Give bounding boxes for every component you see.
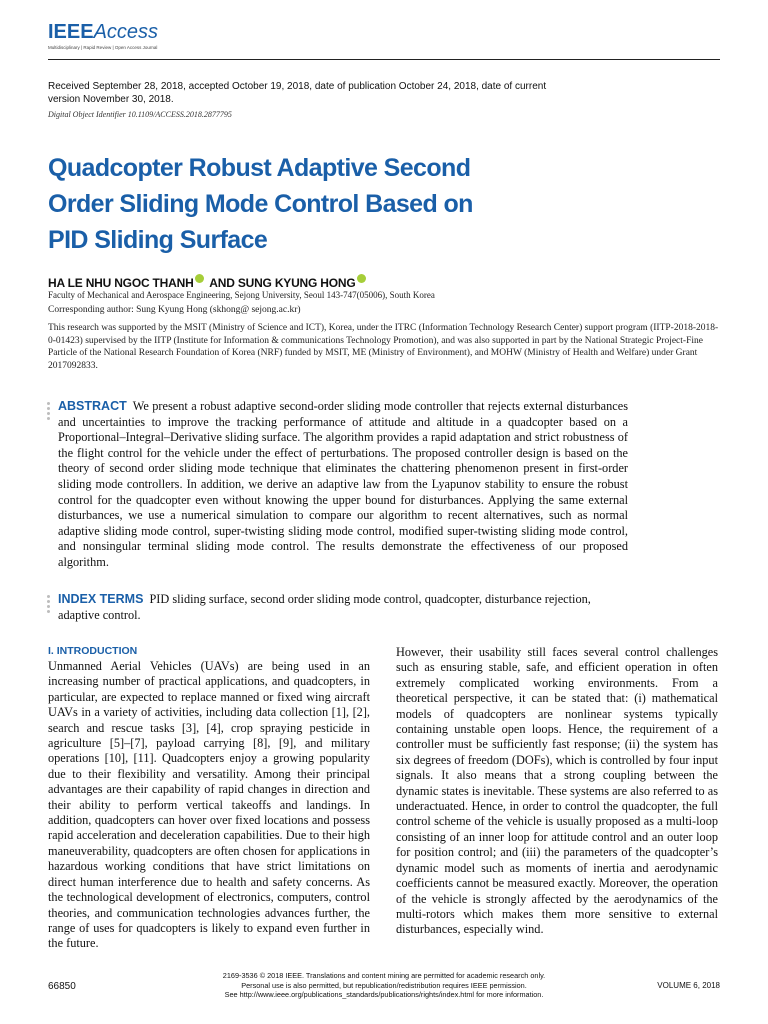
author-list	[48, 274, 369, 290]
logo-tagline: Multidisciplinary | Rapid Review | Open Access Journal	[48, 45, 158, 50]
intro-right-column: However, their usability still faces several control challenges such as ensuring stable, safe, and efficient operation in often extremely complicated working environments. From a theoretical perspective, it can be stated that: (i) mathematical models of quadcopters are nonlinear systems typically containing unstable open loops. Hence, the requirement of a controller must be sufficiently fast response; (ii) the system has six degrees of freedom (DOFs), which is controlled by four input signals. It also means that a strong coupling between the dynamic states is inevitable. These systems are also referred to as underactuated. Hence, in order to control the quadcopter, the full control scheme of the vehicle is usually proposed as a multi-loop consisting of an inner loop for attitude control and an outer loop for position control; and (iii) the parameters of the quadcopter’s dynamic model such as moments of inertia and aerodynamic coefficients cannot be measured exactly. Moreover, the operation of the vehicle is strongly affected by the aerodynamics of the multi-rotors which makes them more sensitive to external disturbances, especially wind.	[396, 645, 718, 937]
volume-label: VOLUME 6, 2018	[657, 981, 720, 990]
abstract-marker-icon	[47, 402, 50, 422]
author-2[interactable]: SUNG KYUNG HONG	[237, 276, 356, 290]
index-terms-label: INDEX TERMS	[58, 592, 144, 606]
logo-ieee: IEEE	[48, 21, 94, 43]
orcid-icon[interactable]	[357, 274, 366, 283]
doi: Digital Object Identifier 10.1109/ACCESS.2018.2877795	[48, 110, 232, 119]
logo-access: Access	[93, 21, 159, 43]
copyright-line-3[interactable]: See http://www.ieee.org/publications_standards/publications/rights/index.html for more information.	[224, 990, 544, 1000]
header-divider	[48, 59, 720, 60]
index-terms-marker-icon	[47, 595, 50, 615]
abstract	[58, 399, 628, 571]
index-terms-text: PID sliding surface, second order sliding mode control, quadcopter, disturbance rejection, adaptive control.	[58, 592, 591, 622]
affiliation: Faculty of Mechanical and Aerospace Engineering, Sejong University, Seoul 143-747(05006), South Korea	[48, 290, 435, 300]
funding-statement: This research was supported by the MSIT (Ministry of Science and ICT), Korea, under the ITRC (Information Technology Research Center) support program (IITP-2018-2018-0-01423) supervised by the IITP (Institute for Information & communications Technology Promotion), and was also supported in part by the National Strategic Project-Fine Particle of the National Research Foundation of Korea (NRF) funded by MSIT, ME (Ministry of Environment), and MOHW (Ministry of Health and Welfare) under Grant 2017092833.	[48, 323, 719, 371]
copyright-line-1: 2169-3536 © 2018 IEEE. Translations and content mining are permitted for academic research only.	[222, 971, 546, 980]
author-1[interactable]: HA LE NHU NGOC THANH	[48, 276, 194, 290]
index-terms	[58, 592, 628, 623]
author-conjunction: AND	[209, 276, 235, 290]
page-number: 66850	[48, 981, 76, 992]
paper-title: Quadcopter Robust Adaptive Second Order Sliding Mode Control Based on PID Sliding Surface	[48, 154, 473, 254]
section-heading-introduction: I. INTRODUCTION	[48, 645, 138, 657]
abstract-text: We present a robust adaptive second-order sliding mode controller that rejects external disturbances and uncertainties to improve the tracking performance of attitude and altitude in a quadcopter based on a Proportional–Integral–Derivative sliding surface. The algorithm provides a rapid adaptation and strict robustness of the flight control for the vehicle under the effect of perturbations. The proposed controller design is based on the theory of second order sliding mode technique that eliminates the chattering phenomenon present in first-order sliding mode controllers. In addition, we derive an adaptive law from the Lyapunov stability to ensure the robust control for the quadcopter even without knowing the upper bound for disturbances. Applying the same external disturbances, we use a numerical simulation to compare our algorithm to recent alternatives, such as normal adaptive sliding mode control, super-twisting sliding mode control, modified super-twisting sliding mode control, and nonsingular terminal sliding mode control. The results demonstrate the effectiveness of our proposed algorithm.	[58, 399, 628, 569]
orcid-icon[interactable]	[195, 274, 204, 283]
journal-logo	[48, 22, 158, 50]
copyright-notice	[184, 971, 584, 1000]
corresponding-author: Corresponding author: Sung Kyung Hong (skhong@ sejong.ac.kr)	[48, 305, 301, 315]
abstract-label: ABSTRACT	[58, 399, 127, 413]
copyright-line-2: Personal use is also permitted, but republication/redistribution requires IEEE permission.	[241, 980, 527, 990]
publication-dates: Received September 28, 2018, accepted October 19, 2018, date of publication October 24, 2018, date of current version November 30, 2018.	[48, 81, 547, 105]
intro-left-column: Unmanned Aerial Vehicles (UAVs) are being used in an increasing number of practical applications, and quadcopters, in particular, are expected to replace manned or fixed wing aircraft UAVs in a variety of activities, including data collection [1], [2], search and rescue tasks [3], [4], crop spraying pesticide in agriculture [5]–[7], payload carrying [8], [9], and military operations [10], [11]. Quadcopters enjoy a growing popularity due to their flexibility and versatility. Among their principal advantages are their capability of rapid changes in direction and their ability to perform vertical takeoffs and landings. In addition, quadcopters can hover over fixed locations and possess rapid acceleration and deceleration capabilities. Due to their high maneuverability, quadcopters are often chosen for applications in hazardous working conditions that have strict limitations on direct human interference due to health and safety concerns. As the technological development of electronics, computers, control theories, and communication technologies advances further, the range of uses for quadcopters is likely to expand even further in the future.	[48, 659, 370, 951]
